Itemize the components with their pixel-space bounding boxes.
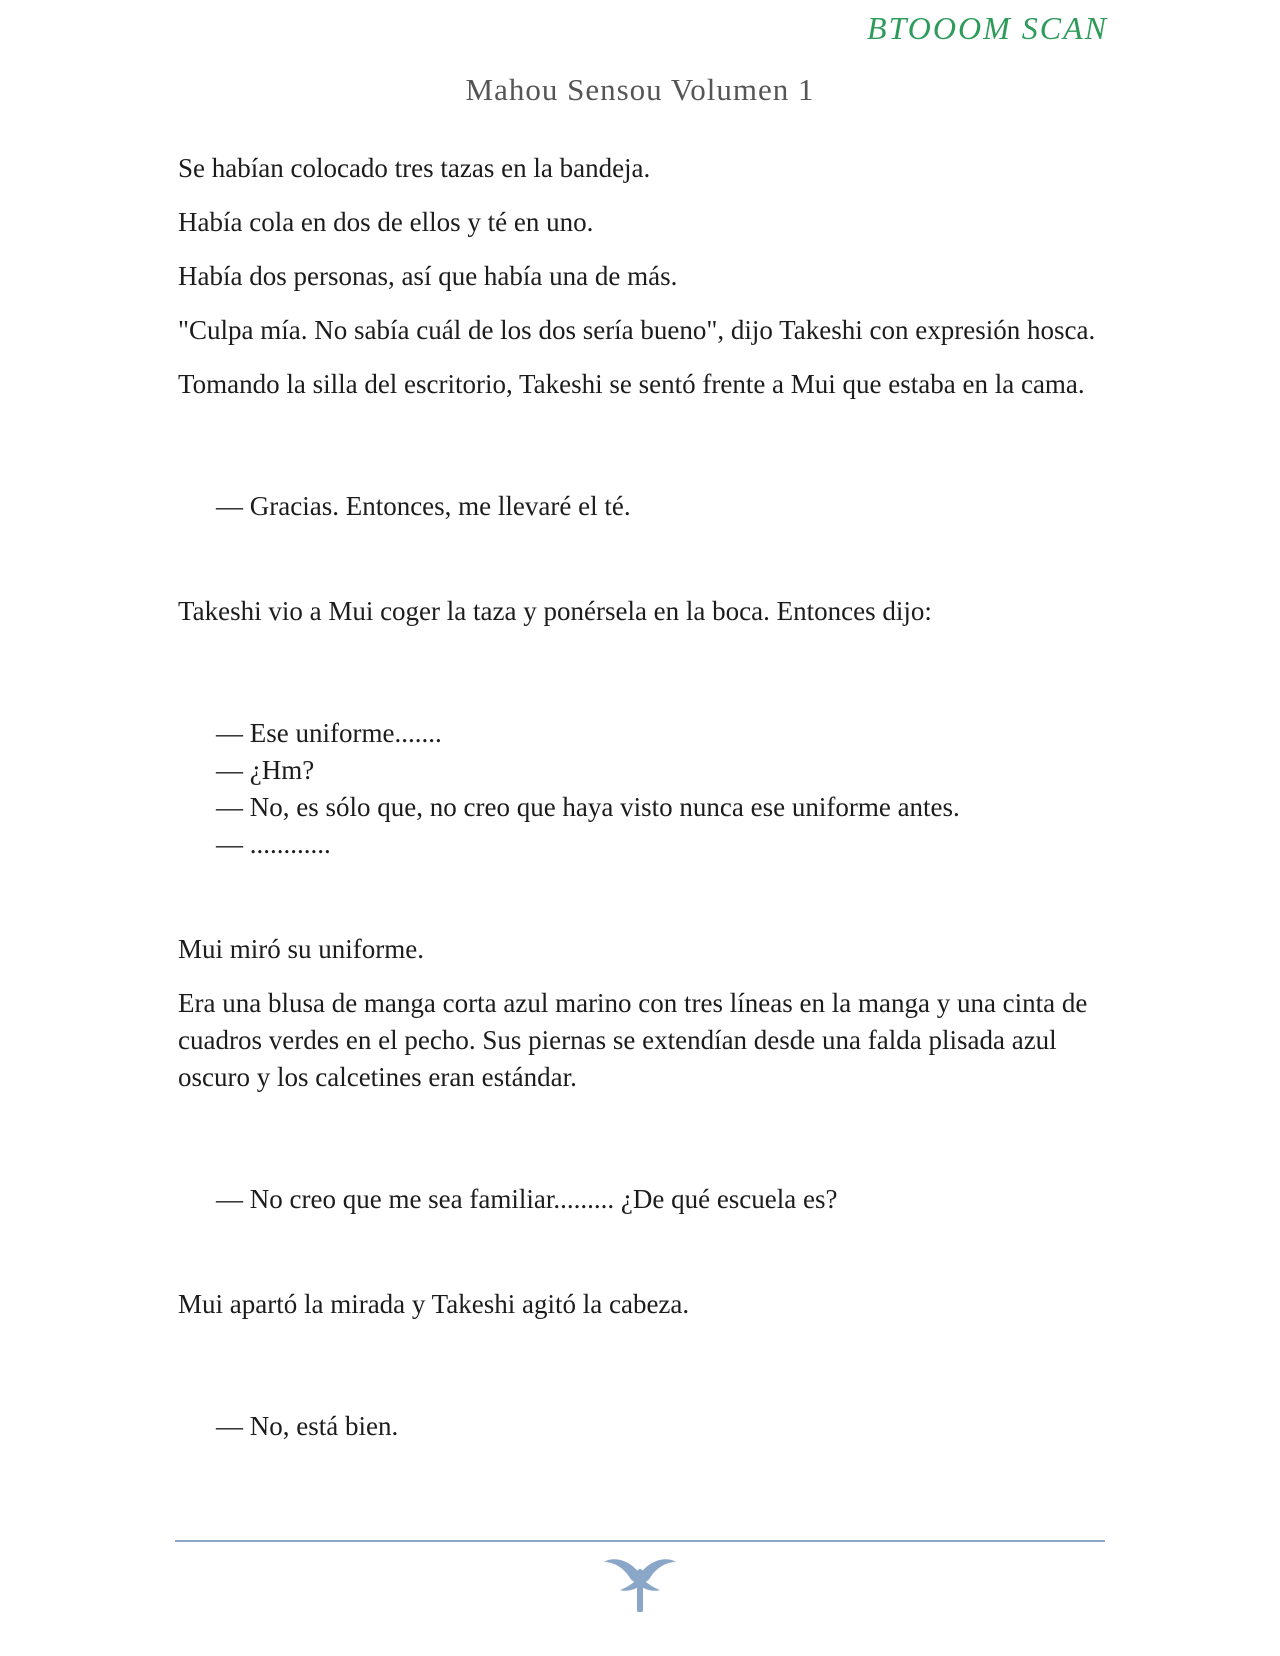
paragraph: Takeshi vio a Mui coger la taza y ponérsela en la boca. Entonces dijo: (178, 596, 932, 626)
brand-watermark: BTOOOM SCAN (867, 10, 1108, 46)
dialogue-line: — No, está bien. (216, 1411, 399, 1441)
spacer (178, 1113, 1108, 1181)
page-header-title: Mahou Sensou Volumen 1 (465, 72, 815, 107)
fleur-ornament-icon (600, 1552, 680, 1612)
spacer (178, 1218, 1108, 1286)
spacer (178, 420, 1108, 488)
dialogue-line: — ¿Hm? (216, 755, 315, 785)
paragraph: Había dos personas, así que había una de más. (178, 261, 678, 291)
spacer (178, 863, 1108, 931)
dialogue-line: — No creo que me sea familiar......... ¿De qué escuela es? (216, 1184, 838, 1214)
dialogue-line: — Gracias. Entonces, me llevaré el té. (216, 491, 631, 521)
paragraph: Había cola en dos de ellos y té en uno. (178, 207, 594, 237)
paragraph: Se habían colocado tres tazas en la bandeja. (178, 153, 651, 183)
spacer (178, 1340, 1108, 1408)
footer-divider (175, 1540, 1105, 1542)
paragraph: Era una blusa de manga corta azul marino con tres líneas en la manga y una cinta de cuadros verdes en el pecho. Sus piernas se extendían desde una falda plisada azul oscuro y los calcetines eran estándar. (178, 988, 1088, 1092)
paragraph: Mui apartó la mirada y Takeshi agitó la cabeza. (178, 1289, 690, 1319)
paragraph: Tomando la silla del escritorio, Takeshi se sentó frente a Mui que estaba en la cama. (178, 369, 1085, 399)
paragraph: "Culpa mía. No sabía cuál de los dos sería bueno", dijo Takeshi con expresión hosca. (178, 315, 1096, 345)
spacer (178, 525, 1108, 593)
dialogue-line: — No, es sólo que, no creo que haya visto nunca ese uniforme antes. (216, 792, 960, 822)
spacer (178, 647, 1108, 715)
document-body (178, 150, 1108, 1445)
dialogue-line: — Ese uniforme....... (216, 718, 442, 748)
dialogue-line: — ............ (216, 829, 331, 859)
paragraph: Mui miró su uniforme. (178, 934, 424, 964)
